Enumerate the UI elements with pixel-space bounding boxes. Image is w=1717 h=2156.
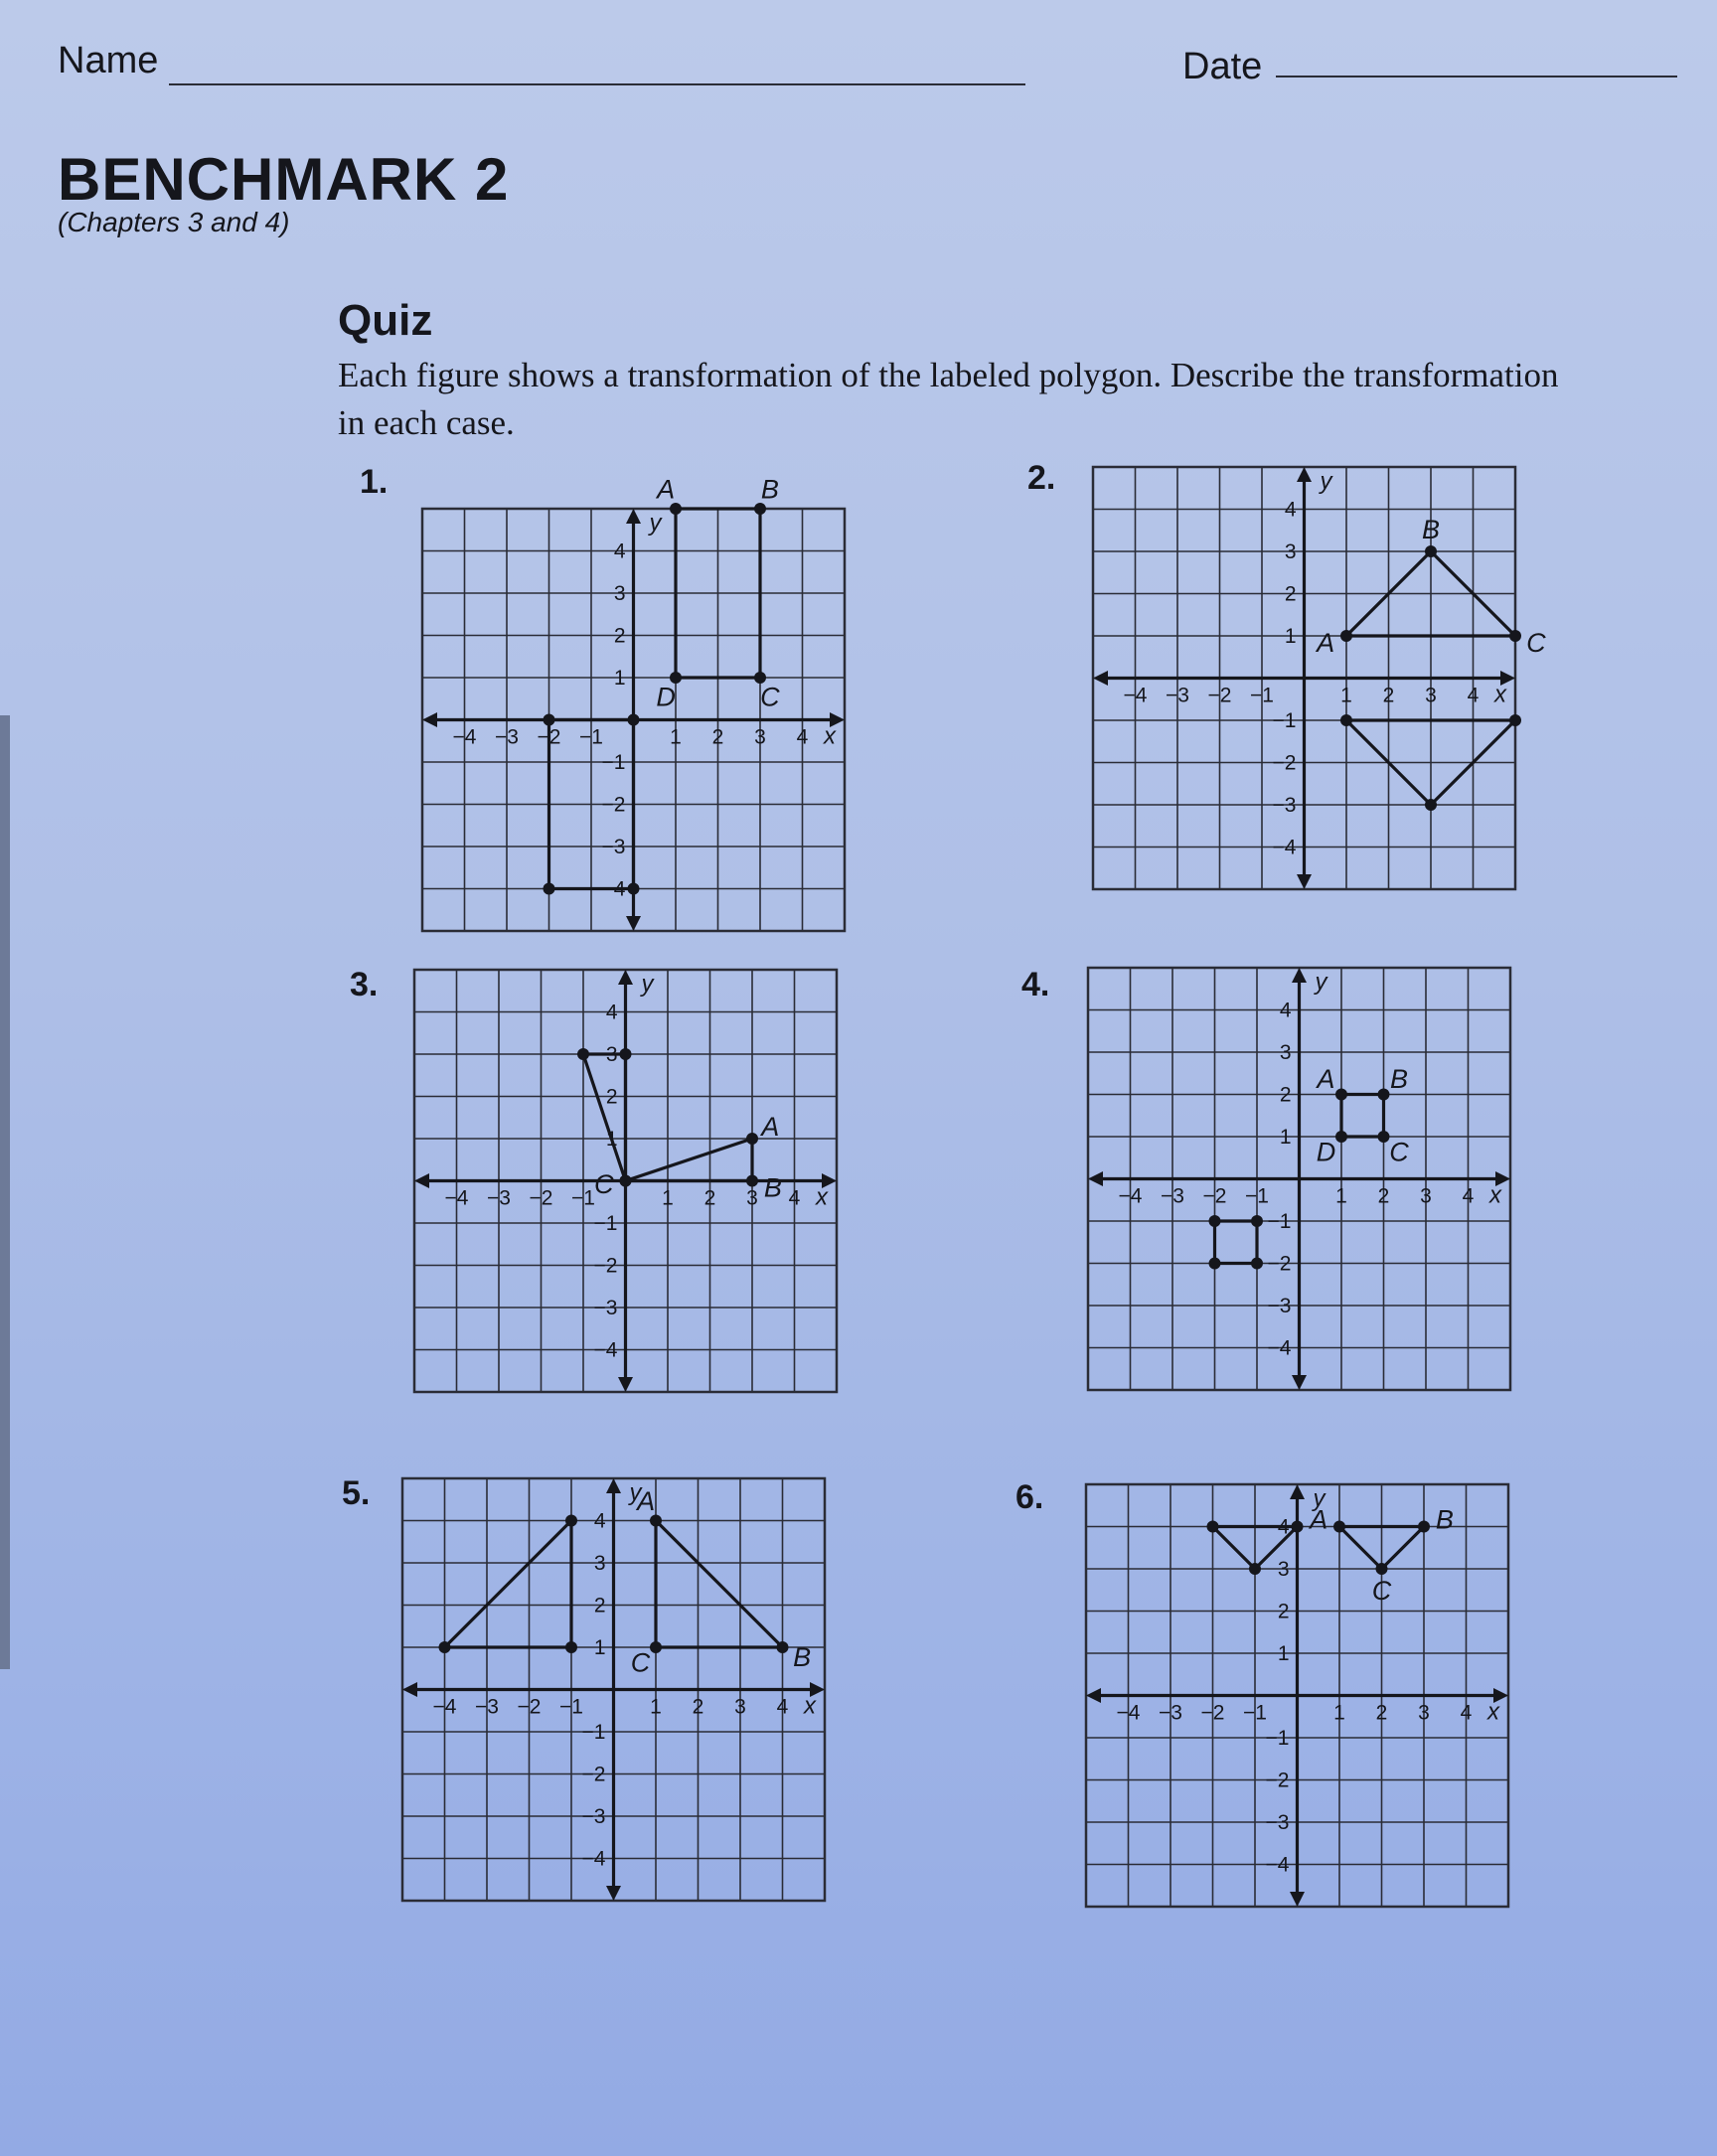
x-axis-arrow-left bbox=[422, 712, 437, 727]
y-axis-arrow-up bbox=[1290, 1484, 1305, 1499]
x-tick-label: −1 bbox=[1250, 684, 1274, 707]
y-tick-label: 3 bbox=[613, 582, 626, 605]
x-tick-label: −4 bbox=[432, 1695, 457, 1719]
original-polygon-vertex bbox=[1340, 630, 1352, 642]
x-tick-label: 4 bbox=[1460, 1701, 1473, 1725]
original-polygon-vertex bbox=[1333, 1521, 1345, 1533]
vertex-label-a: A bbox=[761, 1111, 780, 1142]
x-tick-label: 4 bbox=[1467, 684, 1480, 707]
problem-1-number: 1. bbox=[360, 463, 389, 501]
y-tick-label: −1 bbox=[1265, 1727, 1290, 1750]
page-subtitle: (Chapters 3 and 4) bbox=[58, 207, 290, 237]
problem-3-number: 3. bbox=[350, 966, 379, 1003]
x-tick-label: 3 bbox=[1418, 1701, 1430, 1725]
x-axis-label: x bbox=[1489, 1181, 1501, 1209]
y-tick-label: −4 bbox=[1265, 1853, 1290, 1877]
image-polygon-vertex bbox=[1292, 1521, 1304, 1533]
problem-4-number: 4. bbox=[1021, 966, 1050, 1003]
name-label: Name bbox=[58, 40, 159, 81]
image-polygon-vertex bbox=[544, 714, 555, 726]
original-polygon-vertex bbox=[1425, 545, 1437, 557]
y-tick-label: −4 bbox=[581, 1847, 606, 1871]
x-tick-label: −4 bbox=[1123, 684, 1148, 707]
x-tick-label: −2 bbox=[1200, 1701, 1225, 1725]
original-polygon-vertex bbox=[754, 503, 766, 515]
image-polygon-vertex bbox=[544, 883, 555, 895]
image-polygon-vertex bbox=[620, 1175, 632, 1187]
x-axis-label: x bbox=[816, 1183, 828, 1211]
y-tick-label: 4 bbox=[613, 539, 626, 563]
y-tick-label: 1 bbox=[1277, 1642, 1290, 1665]
x-tick-label: −3 bbox=[475, 1695, 499, 1719]
x-tick-label: −3 bbox=[1166, 684, 1189, 707]
problem-5-number: 5. bbox=[342, 1474, 371, 1512]
original-polygon bbox=[656, 1521, 783, 1648]
original-polygon-vertex bbox=[1378, 1089, 1390, 1101]
original-polygon-vertex bbox=[1378, 1131, 1390, 1143]
y-axis-arrow-down bbox=[626, 916, 641, 931]
vertex-label-b: B bbox=[1435, 1504, 1454, 1535]
y-tick-label: 3 bbox=[1284, 540, 1297, 563]
problem-6-number: 6. bbox=[1015, 1478, 1044, 1516]
problem-4-graph bbox=[1083, 968, 1515, 1390]
x-tick-label: 4 bbox=[776, 1695, 789, 1719]
x-tick-label: 1 bbox=[1340, 684, 1352, 707]
y-axis-arrow-up bbox=[626, 509, 641, 524]
x-tick-label: 2 bbox=[1377, 1184, 1390, 1208]
image-polygon bbox=[445, 1521, 572, 1648]
original-polygon-vertex bbox=[650, 1641, 662, 1653]
image-polygon-vertex bbox=[628, 883, 640, 895]
y-tick-label: 2 bbox=[593, 1594, 606, 1617]
x-tick-label: −2 bbox=[517, 1695, 542, 1719]
x-tick-label: 2 bbox=[1375, 1701, 1388, 1725]
y-axis-label: y bbox=[1313, 1485, 1326, 1512]
original-polygon-vertex bbox=[1418, 1521, 1430, 1533]
y-tick-label: −1 bbox=[1267, 1210, 1292, 1233]
x-tick-label: −1 bbox=[559, 1695, 583, 1719]
x-tick-label: 1 bbox=[650, 1695, 662, 1719]
y-tick-label: 4 bbox=[593, 1509, 606, 1533]
x-tick-label: −1 bbox=[1245, 1184, 1269, 1208]
y-axis-arrow-up bbox=[1292, 968, 1307, 983]
y-tick-label: 3 bbox=[593, 1552, 606, 1575]
y-tick-label: −4 bbox=[593, 1338, 618, 1362]
y-tick-label: 2 bbox=[613, 624, 626, 648]
y-tick-label: 3 bbox=[605, 1043, 618, 1066]
image-polygon bbox=[1215, 1221, 1258, 1264]
x-tick-label: −2 bbox=[1202, 1184, 1227, 1208]
original-polygon-vertex bbox=[1335, 1131, 1347, 1143]
page-title: BENCHMARK 2 bbox=[58, 146, 510, 213]
x-tick-label: 3 bbox=[754, 725, 766, 749]
y-tick-label: −3 bbox=[601, 836, 626, 858]
y-tick-label: −3 bbox=[1265, 1811, 1290, 1834]
image-polygon-vertex bbox=[1509, 714, 1521, 726]
x-axis-label: x bbox=[1487, 1698, 1499, 1726]
x-axis-arrow-left bbox=[1086, 1688, 1101, 1703]
original-polygon-vertex bbox=[1335, 1089, 1347, 1101]
x-tick-label: 3 bbox=[1425, 684, 1437, 707]
y-axis-arrow-down bbox=[1297, 874, 1312, 889]
y-axis-arrow-down bbox=[1292, 1375, 1307, 1390]
y-tick-label: 1 bbox=[613, 667, 626, 690]
x-tick-label: 1 bbox=[662, 1186, 674, 1210]
y-tick-label: −2 bbox=[593, 1254, 618, 1278]
y-axis-label: y bbox=[641, 971, 654, 998]
x-tick-label: 2 bbox=[1382, 684, 1395, 707]
image-polygon-vertex bbox=[1340, 714, 1352, 726]
image-polygon-vertex bbox=[1209, 1215, 1221, 1227]
y-axis-arrow-down bbox=[618, 1377, 633, 1392]
vertex-label-a: A bbox=[637, 1485, 656, 1516]
y-tick-label: −2 bbox=[601, 793, 626, 817]
y-tick-label: −1 bbox=[1272, 709, 1297, 732]
image-polygon-vertex bbox=[620, 1048, 632, 1060]
y-tick-label: −2 bbox=[1265, 1769, 1290, 1792]
y-axis-label: y bbox=[629, 1479, 642, 1506]
y-tick-label: −4 bbox=[601, 877, 626, 901]
page-edge-shadow bbox=[0, 715, 10, 1669]
y-tick-label: −1 bbox=[593, 1212, 618, 1235]
x-tick-label: −1 bbox=[571, 1186, 595, 1210]
quiz-instructions: Each figure shows a transformation of the labeled polygon. Describe the transformation in each case. bbox=[338, 356, 1559, 442]
problem-2-number: 2. bbox=[1027, 459, 1056, 497]
x-tick-label: 4 bbox=[1462, 1184, 1475, 1208]
vertex-label-c: C bbox=[594, 1169, 614, 1200]
vertex-label-d: D bbox=[656, 682, 676, 712]
x-tick-label: −3 bbox=[495, 725, 519, 749]
y-tick-label: 1 bbox=[1279, 1126, 1292, 1149]
x-tick-label: 3 bbox=[746, 1186, 758, 1210]
x-tick-label: 1 bbox=[1335, 1184, 1347, 1208]
y-tick-label: −3 bbox=[581, 1805, 606, 1828]
y-tick-label: 1 bbox=[1284, 625, 1297, 648]
x-tick-label: 3 bbox=[734, 1695, 746, 1719]
x-tick-label: −3 bbox=[1159, 1701, 1182, 1725]
y-tick-label: −1 bbox=[601, 751, 626, 774]
x-tick-label: 4 bbox=[788, 1186, 801, 1210]
problem-5-graph bbox=[397, 1478, 830, 1901]
problem-3-graph bbox=[409, 970, 842, 1392]
vertex-label-b: B bbox=[793, 1641, 812, 1672]
name-line[interactable] bbox=[169, 83, 1025, 85]
original-polygon-vertex bbox=[777, 1641, 789, 1653]
y-tick-label: −3 bbox=[1267, 1295, 1292, 1317]
x-axis-label: x bbox=[1494, 681, 1506, 708]
image-polygon-vertex bbox=[577, 1048, 589, 1060]
y-tick-label: 4 bbox=[605, 1001, 618, 1024]
original-polygon-vertex bbox=[650, 1515, 662, 1527]
y-tick-label: 2 bbox=[1277, 1600, 1290, 1623]
vertex-label-b: B bbox=[760, 474, 779, 505]
image-polygon-vertex bbox=[1251, 1215, 1263, 1227]
x-tick-label: −4 bbox=[452, 725, 477, 749]
vertex-label-d: D bbox=[1316, 1137, 1336, 1167]
x-tick-label: −2 bbox=[537, 725, 561, 749]
y-tick-label: −3 bbox=[593, 1297, 618, 1319]
y-tick-label: 1 bbox=[605, 1128, 618, 1151]
x-axis-arrow-left bbox=[414, 1173, 429, 1188]
date-label: Date bbox=[1182, 46, 1263, 87]
date-line[interactable] bbox=[1276, 76, 1677, 77]
x-axis-arrow-left bbox=[1088, 1171, 1103, 1186]
x-tick-label: 2 bbox=[703, 1186, 716, 1210]
image-polygon-vertex bbox=[1425, 799, 1437, 811]
original-polygon-vertex bbox=[1509, 630, 1521, 642]
x-tick-label: 2 bbox=[711, 725, 724, 749]
x-tick-label: −4 bbox=[1116, 1701, 1141, 1725]
y-tick-label: −1 bbox=[581, 1721, 606, 1744]
y-tick-label: 2 bbox=[1279, 1083, 1292, 1107]
y-tick-label: 2 bbox=[1284, 582, 1297, 606]
x-tick-label: −3 bbox=[1161, 1184, 1184, 1208]
x-axis-label: x bbox=[824, 722, 836, 750]
vertex-label-a: A bbox=[1310, 1504, 1328, 1535]
x-tick-label: −4 bbox=[444, 1186, 469, 1210]
original-polygon bbox=[626, 1139, 753, 1181]
y-tick-label: 4 bbox=[1279, 999, 1292, 1022]
vertex-label-c: C bbox=[1389, 1137, 1409, 1167]
x-tick-label: −1 bbox=[1243, 1701, 1267, 1725]
x-tick-label: −2 bbox=[1207, 684, 1232, 707]
quiz-title: Quiz bbox=[338, 296, 433, 345]
y-tick-label: −2 bbox=[1267, 1252, 1292, 1276]
y-tick-label: 4 bbox=[1277, 1515, 1290, 1539]
vertex-label-c: C bbox=[1371, 1576, 1392, 1606]
x-tick-label: 1 bbox=[1333, 1701, 1345, 1725]
vertex-label-b: B bbox=[1390, 1063, 1409, 1094]
y-axis-label: y bbox=[649, 510, 662, 537]
y-tick-label: −2 bbox=[1272, 751, 1297, 775]
vertex-label-c: C bbox=[1526, 627, 1546, 658]
x-axis-arrow-left bbox=[1093, 671, 1108, 686]
x-tick-label: 2 bbox=[692, 1695, 704, 1719]
vertex-label-a: A bbox=[1317, 1063, 1335, 1094]
y-tick-label: 2 bbox=[605, 1085, 618, 1109]
y-axis-arrow-down bbox=[1290, 1892, 1305, 1907]
y-axis-label: y bbox=[1320, 468, 1332, 495]
x-tick-label: −1 bbox=[579, 725, 603, 749]
y-axis-arrow-up bbox=[1297, 467, 1312, 482]
y-tick-label: 3 bbox=[1277, 1558, 1290, 1581]
image-polygon-vertex bbox=[1249, 1563, 1261, 1575]
problem-1-graph bbox=[417, 474, 850, 931]
x-tick-label: −4 bbox=[1118, 1184, 1143, 1208]
x-tick-label: 1 bbox=[670, 725, 682, 749]
x-tick-label: 4 bbox=[796, 725, 809, 749]
x-tick-label: −2 bbox=[529, 1186, 553, 1210]
original-polygon bbox=[1341, 1095, 1384, 1138]
y-tick-label: −2 bbox=[581, 1763, 606, 1786]
original-polygon-vertex bbox=[746, 1133, 758, 1145]
x-axis-arrow-left bbox=[402, 1682, 417, 1697]
y-tick-label: −4 bbox=[1267, 1336, 1292, 1360]
y-axis-arrow-down bbox=[606, 1886, 621, 1901]
image-polygon-vertex bbox=[439, 1641, 451, 1653]
problem-2-graph bbox=[1088, 467, 1546, 889]
y-axis-label: y bbox=[1315, 969, 1327, 996]
vertex-label-c: C bbox=[760, 682, 780, 712]
y-axis-arrow-up bbox=[606, 1478, 621, 1493]
vertex-label-b: B bbox=[1421, 515, 1441, 544]
vertex-label-a: A bbox=[1317, 627, 1335, 658]
image-polygon-vertex bbox=[628, 714, 640, 726]
image-polygon-vertex bbox=[565, 1641, 577, 1653]
vertex-label-a: A bbox=[657, 474, 676, 505]
y-tick-label: −4 bbox=[1272, 836, 1297, 859]
original-polygon-vertex bbox=[746, 1175, 758, 1187]
image-polygon bbox=[583, 1054, 626, 1181]
y-tick-label: 4 bbox=[1284, 498, 1297, 522]
y-tick-label: 3 bbox=[1279, 1041, 1292, 1064]
image-polygon-vertex bbox=[565, 1515, 577, 1527]
vertex-label-c: C bbox=[630, 1647, 651, 1678]
y-tick-label: −3 bbox=[1272, 794, 1297, 817]
image-polygon-vertex bbox=[1251, 1258, 1263, 1270]
vertex-label-b: B bbox=[763, 1172, 782, 1203]
original-polygon-vertex bbox=[1376, 1563, 1388, 1575]
x-tick-label: −3 bbox=[487, 1186, 511, 1210]
x-tick-label: 3 bbox=[1420, 1184, 1432, 1208]
y-axis-arrow-up bbox=[618, 970, 633, 985]
problem-6-graph bbox=[1081, 1484, 1513, 1907]
original-polygon-vertex bbox=[670, 503, 682, 515]
y-tick-label: 1 bbox=[593, 1636, 606, 1659]
image-polygon-vertex bbox=[1209, 1258, 1221, 1270]
x-axis-label: x bbox=[804, 1692, 816, 1720]
image-polygon-vertex bbox=[1207, 1521, 1219, 1533]
